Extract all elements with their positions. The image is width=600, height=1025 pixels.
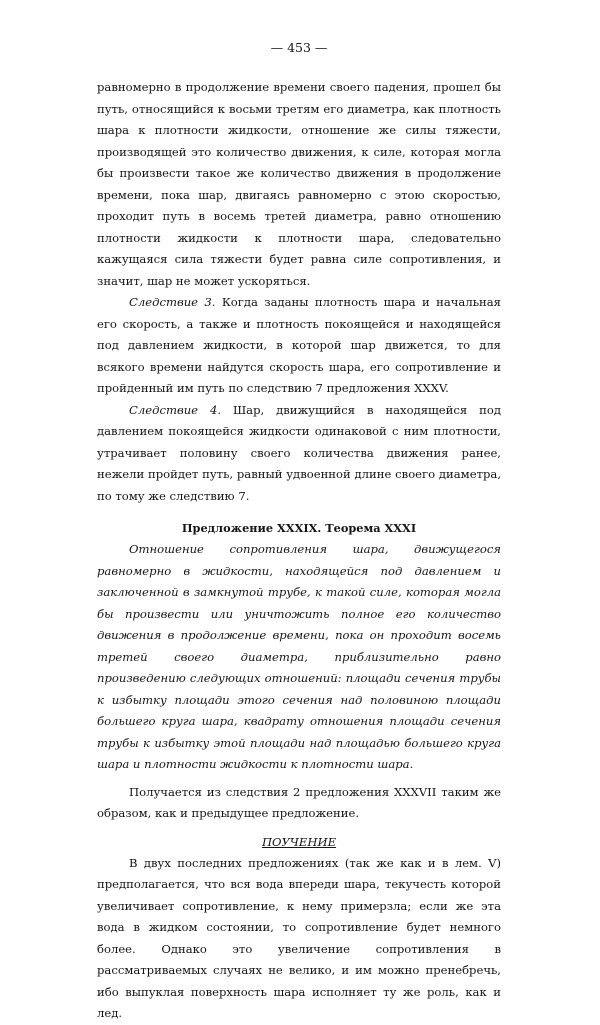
corollary-3 bbox=[97, 292, 501, 400]
scholium-title: ПОУЧЕНИЕ bbox=[261, 834, 337, 849]
theorem-statement: Отношение сопротивления шара, движущегося равномерно в жидкости, находящейся под давлением и заключенной в замкнутой трубе, к такой силе, которая могла бы произвести или уничтожить полное его количество движения в продолжение времени, пока он проходит восемь третей своего диаметра, приблизительно равно произведению следующих отношений: площади сечения трубы к избытку площади этого сечения над половиною площади большего круга шара, квадрату отношения площади сечения трубы к избытку этой площади над площадью большего круга шара и плотности жидкости к плотности шара. bbox=[97, 542, 501, 771]
proof-paragraph: Получается из следствия 2 предложения XXXVII таким же образом, как и предыдущее предложение. bbox=[97, 784, 501, 820]
page-number: — 453 — bbox=[270, 40, 328, 55]
corollary-4 bbox=[97, 400, 501, 508]
corollary-3-label: Следствие 3. bbox=[129, 295, 216, 309]
corollary-4-label: Следствие 4. bbox=[129, 402, 222, 417]
intro-paragraph: равномерно в продолжение времени своего падения, прошел бы путь, относящийся к восьми третям его диаметра, как плотность шара к плотности жидкости, отношение же силы тяжести, производящей это количество движения, к силе, которая могла бы произвести такое же количество движения в продолжение времени, пока шар, двигаясь равномерно с этою скоростью, проходит путь в восемь третей диаметра, равно отношению плотности жидкости к плотности шара, следовательно кажущаяся сила тяжести будет равна силе сопротивления, и значит, шар не может ускоряться. bbox=[97, 80, 501, 288]
proposition-heading: Предложение XXXIX. Теорема XXXI bbox=[181, 521, 417, 535]
document-page bbox=[97, 40, 501, 1025]
corollary-4-text: Шар, движущийся в находящейся под давлением покоящейся жидкости одинаковой с ним плотности, утрачивает половину своего количества движения ранее, нежели пройдет путь, равный удвоенной длине своего диаметра, по тому же следствию 7. bbox=[97, 402, 501, 503]
scholium-paragraph: В двух последних предложениях (так же как и в лем. V) предполагается, что вся вода впереди шара, текучесть которой увеличивает сопротивление, к нему примерзла; если же эта вода в жидком состоянии, то сопротивление будет немного более. Однако это увеличение сопротивления в рассматриваемых случаях не велико, и им можно пренебречь, ибо выпуклая поверхность шара исполняет ту же роль, как и лед. bbox=[97, 855, 501, 1020]
corollary-3-text: Когда заданы плотность шара и начальная его скорость, а также и плотность покоящейся и находящейся под давлением жидкости, в которой шар движется, то для всякого времени найдутся скорость шара, его сопротивление и пройденный им путь по следствию 7 предложения XXXV. bbox=[97, 295, 501, 395]
